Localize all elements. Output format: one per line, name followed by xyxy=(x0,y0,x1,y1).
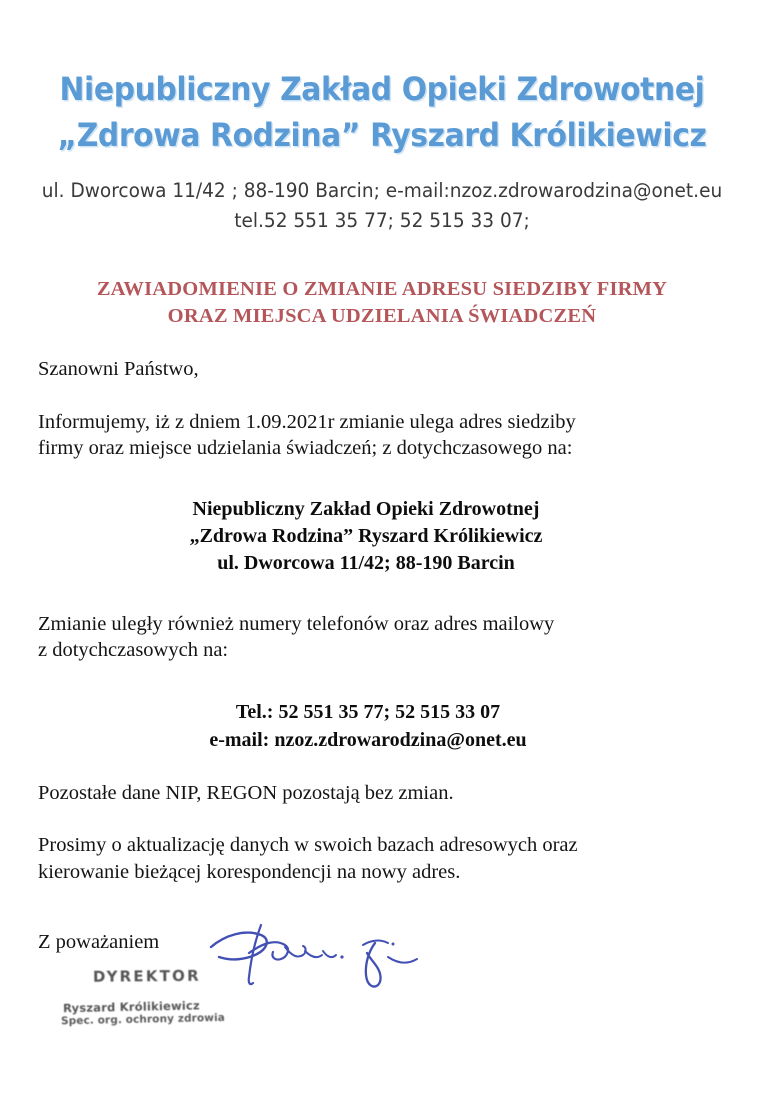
paragraph-unchanged-data xyxy=(38,780,724,807)
letterhead-line-2: „Zdrowa Rodzina” Ryszard Królikiewicz xyxy=(57,116,707,154)
new-phone-line: Tel.: 52 551 35 77; 52 515 33 07 xyxy=(235,700,501,723)
paragraph-update-request-line-1: Prosimy o aktualizację danych w swoich bazach adresowych oraz xyxy=(38,834,578,856)
signature-area xyxy=(0,929,764,1099)
new-contact-block xyxy=(38,698,724,754)
letterhead-contact-block xyxy=(0,176,764,236)
director-stamp xyxy=(55,966,285,1028)
new-address-line-3: ul. Dworcowa 11/42; 88-190 Barcin xyxy=(217,551,515,574)
signature-closing: Z poważaniem xyxy=(38,931,160,953)
notice-title-line-1: ZAWIADOMIENIE O ZMIANIE ADRESU SIEDZIBY FIRMY xyxy=(96,278,668,300)
salutation-text: Szanowni Państwo, xyxy=(38,358,199,380)
spacer xyxy=(38,754,724,780)
letter-body xyxy=(0,356,764,885)
new-address-line-2: „Zdrowa Rodzina” Ryszard Królikiewicz xyxy=(189,524,543,547)
stamp-name: Ryszard Królikiewicz xyxy=(62,998,201,1016)
new-address-block xyxy=(38,496,724,577)
stamp-subtitle: Spec. org. ochrony zdrowia xyxy=(60,1011,226,1028)
spacer xyxy=(38,462,724,496)
paragraph-update-request-line-2: kierowanie bieżącej korespondencji na nowy adres. xyxy=(38,860,461,883)
paragraph-address-change xyxy=(38,409,724,462)
notice-title xyxy=(0,276,764,330)
spacer xyxy=(38,806,724,832)
notice-title-line-2: ORAZ MIEJSCA UDZIELANIA ŚWIADCZEŃ xyxy=(167,305,597,327)
paragraph-address-change-line-1: Informujemy, iż z dniem 1.09.2021r zmianie ulega adres siedziby xyxy=(38,410,576,433)
spacer xyxy=(38,577,724,611)
paragraph-contact-change-line-2: z dotychczasowych na: xyxy=(38,639,229,661)
spacer xyxy=(38,664,724,698)
paragraph-contact-change xyxy=(38,611,724,664)
paragraph-unchanged-data-text: Pozostałe dane NIP, REGON pozostają bez zmian. xyxy=(38,781,454,804)
salutation xyxy=(38,356,724,383)
spacer xyxy=(38,383,724,409)
stamp-role: DYREKTOR xyxy=(92,966,201,986)
letterhead-address-line: ul. Dworcowa 11/42 ; 88-190 Barcin; e-mail:nzoz.zdrowarodzina@onet.eu xyxy=(41,179,723,202)
letterhead xyxy=(0,0,764,158)
new-email-line: e-mail: nzoz.zdrowarodzina@onet.eu xyxy=(209,728,527,751)
letterhead-line-1: Niepubliczny Zakład Opieki Zdrowotnej xyxy=(59,70,705,108)
new-address-line-1: Niepubliczny Zakład Opieki Zdrowotnej xyxy=(192,497,540,520)
letterhead-phone-line: tel.52 551 35 77; 52 515 33 07; xyxy=(234,209,530,232)
paragraph-contact-change-line-1: Zmianie uległy również numery telefonów oraz adres mailowy xyxy=(38,612,555,635)
paragraph-update-request xyxy=(38,832,724,885)
paragraph-address-change-line-2: firmy oraz miejsce udzielania świadczeń; z dotychczasowego na: xyxy=(38,437,573,459)
